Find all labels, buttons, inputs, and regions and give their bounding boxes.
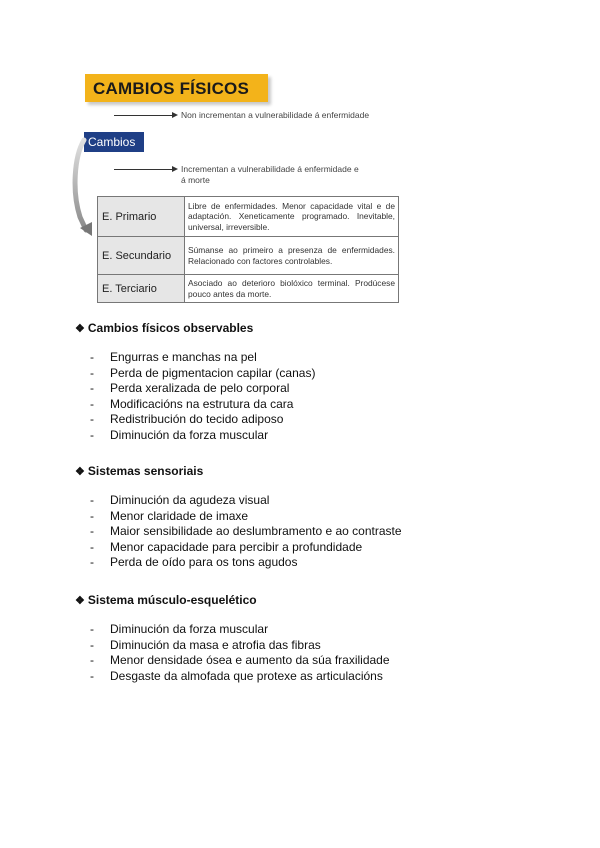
list-item: - Maior sensibilidade ao deslumbramento e ao contraste <box>90 524 402 539</box>
list-item: - Modificacións na estrutura da cara <box>90 396 294 411</box>
branch-top-text: Non incrementan a vulnerabilidade á enfermidade <box>181 110 370 120</box>
arrow-bottom-head <box>172 166 178 172</box>
figure-title: CAMBIOS FÍSICOS <box>93 79 250 98</box>
section-heading: ❖ Cambios físicos observables <box>75 321 254 335</box>
list-item: - Menor densidade ósea e aumento da súa fraxilidade <box>90 653 390 668</box>
list-item: - Redistribución do tecido adiposo <box>90 412 284 427</box>
list-item: - Perda de pigmentacion capilar (canas) <box>90 365 316 380</box>
section-musculoskeletal-system <box>75 592 535 684</box>
list-item: - Diminución da agudeza visual <box>90 493 270 507</box>
table-row <box>98 275 399 303</box>
stage-description: Súmanse ao primeiro a presenza de enfermidades. Relacionado con factores controlables. <box>185 237 399 275</box>
list-item: - Diminución da forza muscular <box>90 427 269 442</box>
stage-description: Libre de enfermidades. Menor capacidade vital e de adaptación. Xeneticamente programado. Inevitable, universal, irreversible. <box>185 197 399 237</box>
diamond-bullet-icon: ❖ <box>75 595 85 607</box>
diamond-bullet-icon: ❖ <box>75 323 85 335</box>
section-heading: ❖ Sistema músculo-esquelético <box>75 593 257 607</box>
figure-title-banner <box>85 74 268 102</box>
list-item: - Perda de oído para os tons agudos <box>90 555 298 570</box>
list-item: - Desgaste da almofada que protexe as articulacións <box>90 668 383 683</box>
section-sensory-systems <box>75 463 535 571</box>
stage-description: Asociado ao deterioro biolóxico terminal. Prodúcese pouco antes da morte. <box>185 275 399 303</box>
arrow-top-line <box>114 115 172 116</box>
table-row <box>98 197 399 237</box>
list-item: - Perda xeralizada de pelo corporal <box>90 381 290 396</box>
section-observable-changes <box>75 320 535 444</box>
table-row <box>98 237 399 275</box>
section-heading: ❖ Sistemas sensoriais <box>75 464 204 478</box>
section-list <box>75 493 535 571</box>
center-label: Cambios <box>88 135 136 149</box>
stage-name: E. Secundario <box>98 237 185 275</box>
section-list <box>75 350 535 444</box>
arrow-top-head <box>172 112 178 118</box>
physical-changes-figure <box>72 72 402 312</box>
list-item: - Engurras e manchas na pel <box>90 350 257 364</box>
diamond-bullet-icon: ❖ <box>75 466 85 478</box>
list-item: - Menor claridade de imaxe <box>90 508 249 523</box>
stage-name: E. Terciario <box>98 275 185 303</box>
arrow-bottom-line <box>114 169 172 170</box>
section-list <box>75 622 535 684</box>
list-item: - Diminución da forza muscular <box>90 622 269 636</box>
stage-name: E. Primario <box>98 197 185 237</box>
aging-stages-table <box>97 196 399 303</box>
list-item: - Diminución da masa e atrofia das fibras <box>90 637 321 652</box>
list-item: - Menor capacidade para percibir a profundidade <box>90 539 363 554</box>
branch-bottom-text: Incrementan a vulnerabilidade á enfermidade e á morte <box>181 164 359 185</box>
